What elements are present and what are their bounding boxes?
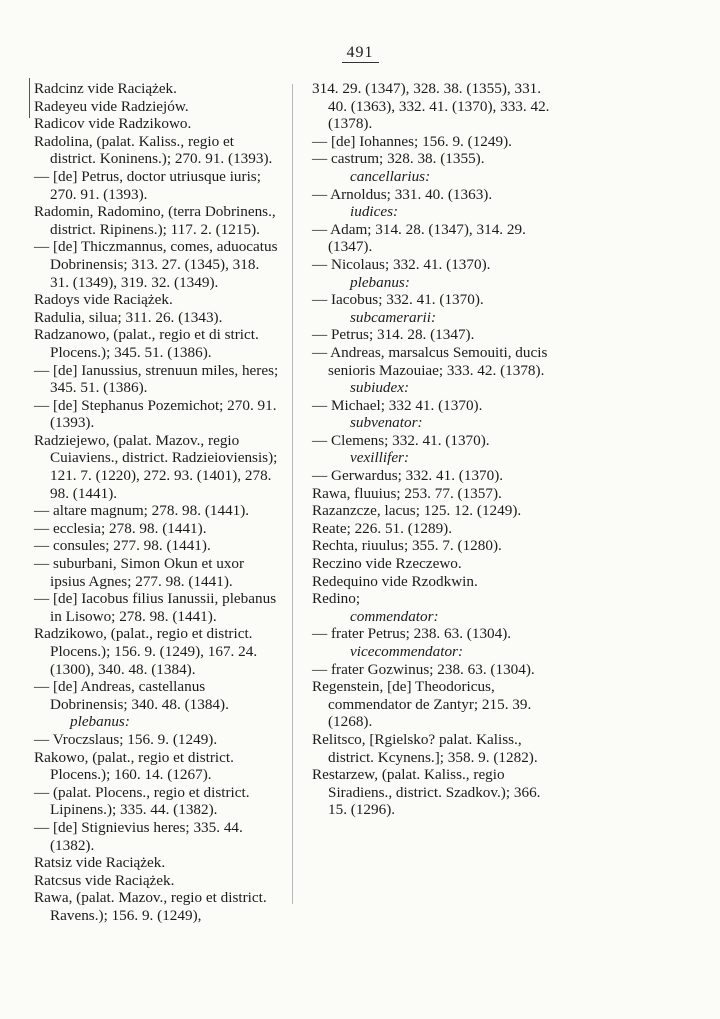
sub-entry: — Iacobus; 332. 41. (1370). [312,291,484,309]
sub-entry: — altare magnum; 278. 98. (1441). [34,502,250,520]
index-entry: Restarzew, (palat. Kaliss., regio Siradiens., district. Szadkov.); 366. 15. (1296). [312,766,541,819]
sub-entry: — Michael; 332 41. (1370). [312,396,483,414]
section-heading: subvenator: [350,414,423,432]
section-heading: cancellarius: [350,167,431,185]
index-entry: Radziejewo, (palat. Mazov., regio Cuiaviens., district. Radzieioviensis); 121. 7. (1220), 272. 93. (1401), 278. 98. (1441). [34,431,278,502]
index-entry: Redequino vide Rzodkwin. [312,572,478,590]
index-entry: Radulia, silua; 311. 26. (1343). [34,308,223,326]
right-column [312,80,558,819]
index-entry: Regenstein, [de] Theodoricus, commendator de Zantyr; 215. 39. (1268). [312,678,532,731]
section-heading: plebanus: [350,273,410,291]
index-entry: Reate; 226. 51. (1289). [312,519,453,537]
section-heading: plebanus: [70,713,130,731]
section-heading: commendator: [350,607,439,625]
sub-entry: — frater Gozwinus; 238. 63. (1304). [312,660,535,678]
sub-entry: — ecclesia; 278. 98. (1441). [34,519,207,537]
sub-entry: — [de] Stignievius heres; 335. 44. (1382). [34,818,243,854]
sub-entry: — Petrus; 314. 28. (1347). [312,326,475,344]
index-entry: Radoys vide Raciążek. [34,291,173,309]
index-entry: Rechta, riuulus; 355. 7. (1280). [312,537,502,555]
page-number-text: 491 [342,44,379,63]
sub-entry: — [de] Andreas, castellanus Dobrinensis; 340. 48. (1384). [34,678,229,713]
sub-entry: — [de] Thiczmannus, comes, aduocatus Dobrinensis; 313. 27. (1345), 318. 31. (1349), 319. 32. (1349). [34,238,278,291]
index-entry: Ratsiz vide Raciążek. [34,854,166,872]
index-entry: Ratcsus vide Raciążek. [34,871,175,889]
section-heading: vicecommendator: [350,643,464,660]
sub-entry: — Adam; 314. 28. (1347), 314. 29. (1347). [312,220,526,256]
section-heading: vexillifer: [350,449,410,467]
index-entry: 314. 29. (1347), 328. 38. (1355), 331. 40. (1363), 332. 41. (1370), 333. 42. (1378). [312,80,550,133]
left-column [34,80,280,925]
index-entry: Razanzcze, lacus; 125. 12. (1249). [312,502,522,520]
index-entry: Rakowo, (palat., regio et district. Plocens.); 160. 14. (1267). [34,748,234,784]
sub-entry: — [de] Ianussius, strenuun miles, heres; 345. 51. (1386). [34,361,279,397]
index-entry: Reczino vide Rzeczewo. [312,555,462,573]
sub-entry: — Vroczslaus; 156. 9. (1249). [34,730,218,748]
index-entry: Radeyeu vide Radziejów. [34,97,189,115]
sub-entry: — [de] Petrus, doctor utriusque iuris; 270. 91. (1393). [34,167,261,203]
sub-entry: — consules; 277. 98. (1441). [34,537,211,555]
index-entry: Radzikowo, (palat., regio et district. Plocens.); 156. 9. (1249), 167. 24. (1300), 340. 48. (1384). [34,625,258,678]
index-entry: Radcinz vide Raciążek. [34,80,177,97]
sub-entry: — Gerwardus; 332. 41. (1370). [312,467,504,485]
index-entry: Radicov vide Radzikowo. [34,115,192,133]
sub-entry: — (palat. Plocens., regio et district. Lipinens.); 335. 44. (1382). [34,783,250,819]
section-heading: subiudex: [350,379,410,397]
page-number [0,44,720,62]
sub-entry: — [de] Iacobus filius Ianussii, plebanus in Lisowo; 278. 98. (1441). [34,590,277,625]
index-entry: Rawa, fluuius; 253. 77. (1357). [312,484,502,502]
sub-entry: — suburbani, Simon Okun et uxor ipsius Agnes; 277. 98. (1441). [34,555,245,590]
column-divider [292,84,293,904]
sub-entry: — Andreas, marsalcus Semouiti, ducis senioris Mazouiae; 333. 42. (1378). [312,343,548,379]
sub-entry: — [de] Iohannes; 156. 9. (1249). [312,132,512,150]
sub-entry: — frater Petrus; 238. 63. (1304). [312,625,512,643]
sub-entry: — Clemens; 332. 41. (1370). [312,431,490,449]
margin-rule [29,78,30,118]
section-heading: subcamerarii: [350,308,437,326]
index-entry: Radomin, Radomino, (terra Dobrinens., district. Ripinens.); 117. 2. (1215). [34,203,276,238]
sub-entry: — castrum; 328. 38. (1355). [312,150,485,168]
section-heading: iudices: [350,203,399,221]
index-entry: Rawa, (palat. Mazov., regio et district. Ravens.); 156. 9. (1249), [34,889,267,924]
sub-entry: — [de] Stephanus Pozemichot; 270. 91. (1393). [34,396,277,432]
index-entry: Relitsco, [Rgielsko? palat. Kaliss., district. Kcynens.]; 358. 9. (1282). [312,730,538,766]
sub-entry: — Nicolaus; 332. 41. (1370). [312,255,491,273]
index-entry: Radzanowo, (palat., regio et di strict. Plocens.); 345. 51. (1386). [34,326,259,361]
sub-entry: — Arnoldus; 331. 40. (1363). [312,185,493,203]
index-entry: Redino; [312,590,361,608]
index-entry: Radolina, (palat. Kaliss., regio et district. Koninens.); 270. 91. (1393). [34,132,273,168]
